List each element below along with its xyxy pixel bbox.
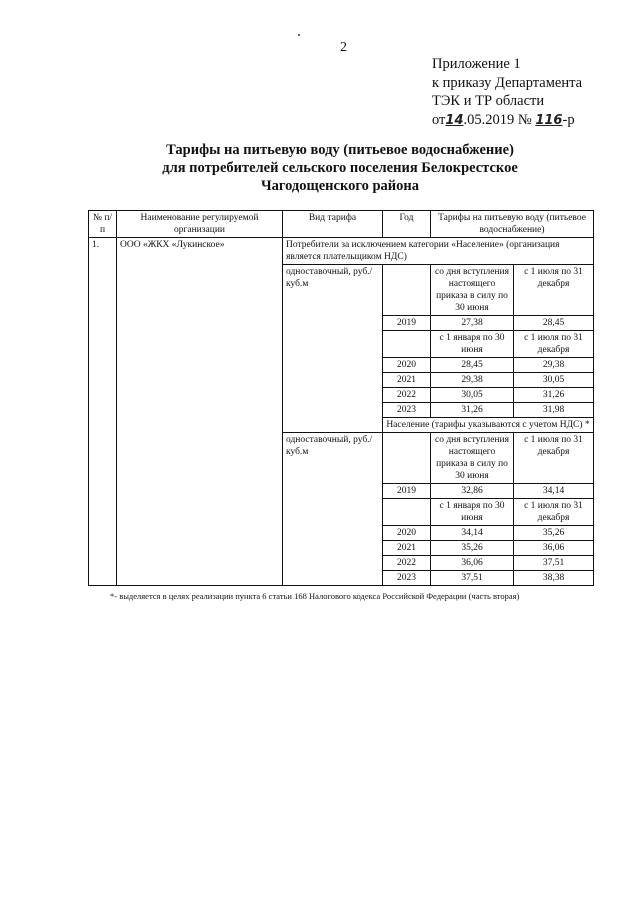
title-line-1: Тарифы на питьевую воду (питьевое водоснабжение) (166, 142, 514, 158)
group1-year-blank-2 (383, 331, 431, 358)
year-cell: 2020 (383, 526, 431, 541)
year-cell: 2022 (383, 556, 431, 571)
tariff-cell: 31,26 (431, 403, 514, 418)
organization-name: ООО «ЖКХ «Лукинское» (117, 238, 283, 586)
tariff-cell: 30,05 (514, 373, 594, 388)
header-year: Год (383, 211, 431, 238)
tariff-cell: 28,45 (514, 316, 594, 331)
title-line-2: для потребителей сельского поселения Белокрестское (162, 160, 518, 176)
tariff-cell: 38,38 (514, 571, 594, 586)
group1-year-blank (383, 265, 431, 316)
tariff-cell: 35,26 (431, 541, 514, 556)
footnote: *- выделяется в целях реализации пункта 6 статьи 168 Налогового кодекса Российской Федерации (часть вторая) (110, 591, 520, 601)
group1-period-1: со дня вступления настоящего приказа в силу по 30 июня (431, 265, 514, 316)
scan-dot (298, 34, 300, 36)
document-title (130, 141, 550, 195)
order-date-middle: .05.2019 № (463, 111, 532, 128)
tariff-cell: 36,06 (514, 541, 594, 556)
appendix-header (432, 55, 582, 130)
year-cell: 2019 (383, 316, 431, 331)
order-number-handwritten: 116 (535, 112, 563, 128)
tariff-cell: 37,51 (431, 571, 514, 586)
group2-period-1: со дня вступления настоящего приказа в силу по 30 июня (431, 433, 514, 484)
year-cell: 2021 (383, 373, 431, 388)
group1-period-4: с 1 июля по 31 декабря (514, 331, 594, 358)
group1-tariff-type: одноставочный, руб./куб.м (283, 265, 383, 433)
appendix-line-2: к приказу Департамента (432, 74, 583, 91)
group1-period-3: с 1 января по 30 июня (431, 331, 514, 358)
appendix-line-4 (432, 111, 582, 131)
group2-label: Население (тарифы указываются с учетом НДС) * (383, 418, 594, 433)
table-header-row (89, 211, 594, 238)
year-cell: 2023 (383, 403, 431, 418)
group2-period-2: с 1 июля по 31 декабря (514, 433, 594, 484)
tariff-cell: 31,26 (514, 388, 594, 403)
order-day-handwritten: 14 (445, 112, 464, 128)
tariff-cell: 31,98 (514, 403, 594, 418)
group2-period-4: с 1 июля по 31 декабря (514, 499, 594, 526)
group2-tariff-type: одноставочный, руб./куб.м (283, 433, 383, 586)
year-cell: 2019 (383, 484, 431, 499)
tariff-cell: 29,38 (431, 373, 514, 388)
order-number-suffix: -р (562, 111, 575, 128)
row-number: 1. (89, 238, 117, 586)
header-num: № п/п (89, 211, 117, 238)
header-type: Вид тарифа (283, 211, 383, 238)
tariff-cell: 27,38 (431, 316, 514, 331)
tariff-cell: 35,26 (514, 526, 594, 541)
appendix-line-1: Приложение 1 (432, 56, 521, 72)
tariff-cell: 34,14 (431, 526, 514, 541)
year-cell: 2022 (383, 388, 431, 403)
year-cell: 2020 (383, 358, 431, 373)
group1-label: Потребители за исключением категории «Население» (организация является плательщиком НДС) (283, 238, 594, 265)
tariff-cell: 32,86 (431, 484, 514, 499)
group2-year-blank (383, 433, 431, 484)
tariff-cell: 30,05 (431, 388, 514, 403)
tariff-cell: 37,51 (514, 556, 594, 571)
group1-period-2: с 1 июля по 31 декабря (514, 265, 594, 316)
group2-year-blank-2 (383, 499, 431, 526)
tariff-cell: 36,06 (431, 556, 514, 571)
tariff-cell: 34,14 (514, 484, 594, 499)
year-cell: 2021 (383, 541, 431, 556)
page-number: 2 (340, 40, 347, 55)
tariff-cell: 29,38 (514, 358, 594, 373)
order-date-prefix: от (432, 111, 446, 128)
header-tariff: Тарифы на питьевую воду (питьевое водоснабжение) (431, 211, 594, 238)
appendix-line-3: ТЭК и ТР области (432, 93, 545, 109)
title-line-3: Чагодощенского района (260, 178, 420, 194)
header-org: Наименование регулируемой организации (117, 211, 283, 238)
group2-period-3: с 1 января по 30 июня (431, 499, 514, 526)
tariff-cell: 28,45 (431, 358, 514, 373)
year-cell: 2023 (383, 571, 431, 586)
tariff-table (88, 210, 594, 586)
